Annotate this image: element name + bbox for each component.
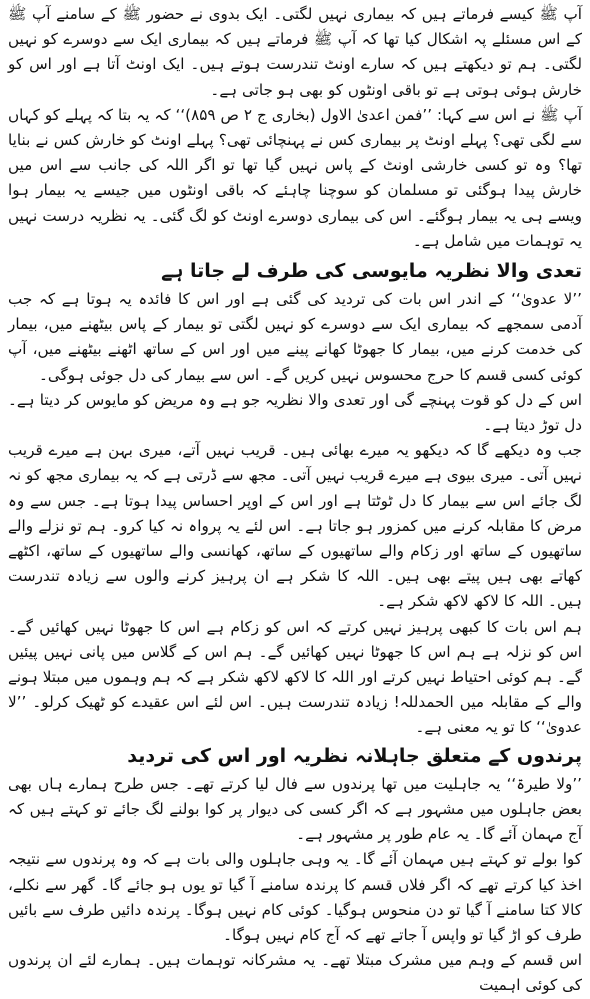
paragraph: اس قسم کے وہم میں مشرک مبتلا تھے۔ یہ مشرکانہ توہمات ہیں۔ ہمارے لئے ان پرندوں کی کوئی اہمیت [8, 951, 582, 995]
paragraph: ہم اس بات کا کبھی پرہیز نہیں کرتے کہ اس کو زکام ہے اس کا جھوٹا نہیں کھائیں گے۔ اس کو نزلہ ہے ہم اس کا جھوٹا نہیں کھائیں گے۔ ہم اس کے گلاس میں پانی نہیں پیئیں گے۔ ہم کوئی احتیاط نہیں کرتے اور اللہ کا لاکھ لاکھ شکر ہے کہ ہم وہموں میں مبتلا ہونے والے کے مقابلہ میں الحمدللہ! زیادہ تندرست ہیں۔ اس لئے اس عقیدے کو ٹھیک کرلو۔ ’’لا عدویٰ‘‘ کا تو یہ معنی ہے۔ [8, 617, 582, 737]
section-contagion-text [8, 2, 582, 254]
paragraph: کوا بولے تو کہتے ہیں مہمان آئے گا۔ یہ وہی جاہلوں والی بات ہے کہ وہ پرندوں سے نتیجہ اخذ کیا کرتے تھے کہ اگر فلاں قسم کا پرندہ سامنے آ گیا تو یوں ہو جائے گا۔ گھر سے نکلے، کالا کتا سامنے آ گیا تو دن منحوس ہوگیا۔ کوئی کام نہیں ہوگا۔ پرندہ دائیں طرف سے بائیں طرف کو اڑ گیا تو واپس آ جاتے تھے کہ آج کام نہیں ہوگا۔ [8, 850, 582, 944]
paragraph: ’’ولا طیرۃ‘‘ یہ جاہلیت میں تھا پرندوں سے فال لیا کرتے تھے۔ جس طرح ہمارے ہاں بھی بعض جاہلوں میں مشہور ہے کہ اگر کسی کی دیوار پر کوا بولنے لگ جائے تو کہتے ہیں کہ آج مہمان آئے گا۔ یہ عام طور پر مشہور ہے۔ [8, 774, 582, 844]
paragraph: اس کے دل کو قوت پہنچے گی اور تعدی والا نظریہ جو ہے وہ مریض کو مایوس کر دیتا ہے۔ دل توڑ دیتا ہے۔ [8, 390, 582, 435]
section-birds-text [8, 772, 582, 999]
paragraph: ’’لا عدویٰ‘‘ کے اندر اس بات کی تردید کی گئی ہے اور اس کا فائدہ یہ ہوتا ہے کہ جب آدمی سمجھے کہ بیماری ایک سے دوسرے کو نہیں لگتی تو بیمار کے پاس بیٹھنے میں، بیمار کی خدمت کرنے میں، بیمار کا جھوٹا کھانے پینے میں اور اس کے ساتھ اٹھنے بیٹھنے میں، آپ کوئی کسی قسم کا حرج محسوس نہیں کریں گے۔ اس سے بیمار کی دل جوئی ہوگی۔ [8, 290, 582, 384]
paragraph: آپ ﷺ کیسے فرماتے ہیں کہ بیماری نہیں لگتی۔ ایک بدوی نے حضور ﷺ کے سامنے آپ ﷺ کے اس مسئلے پہ اشکال کیا تھا کہ آپ ﷺ فرماتے ہیں کہ بیماری ایک سے دوسرے کو نہیں لگتی۔ ہم تو دیکھتے ہیں کہ سارے اونٹ تندرست ہوتے ہیں۔ ایک اونٹ آتا ہے اور اس کو خارش ہوئی ہوتی ہے تو باقی اونٹوں کو بھی ہو جاتی ہے۔ [8, 5, 582, 99]
paragraph: آپ ﷺ نے اس سے کہا: ’’فمن اعدیٰ الاول (بخاری ج ۲ ص ۸۵۹)‘‘ کہ یہ بتا کہ پہلے کو کہاں سے لگی تھی؟ پہلے اونٹ پر بیماری کس نے پہنچائی تھی؟ پہلے اونٹ کو خارش کس نے بنایا تھا؟ وہ تو کسی خارشی اونٹ کے پاس نہیں گیا تھا تو اگر اللہ کی جانب سے اس میں خارش پیدا ہوگئی تو مسلمان کو سوچنا چاہئے کہ باقی اونٹوں میں جیسے یہ بیمار ہوا ویسے ہی یہ بیمار ہوگئے۔ اس کی بیماری دوسرے اونٹ کو لگ گئی۔ یہ نظریہ درست نہیں یہ توہمات میں شامل ہے۔ [8, 105, 582, 250]
section-heading: تعدی والا نظریہ مایوسی کی طرف لے جاتا ہے [161, 260, 582, 283]
paragraph: جب وہ دیکھے گا کہ دیکھو یہ میرے بھائی ہیں۔ قریب نہیں آتے، میری بہن ہے میرے قریب نہیں آتی۔ میری بیوی ہے میرے قریب نہیں آتی۔ مجھ سے ڈرتی ہے کہ یہ بیماری مجھ کو نہ لگ جائے اس سے بیمار کا دل ٹوٹتا ہے اور اس کے اوپر احساس پیدا ہوتا ہے۔ جس سے وہ مرض کا مقابلہ کرنے میں کمزور ہو جاتا ہے۔ اس لئے یہ پرواہ نہ کیا کرو۔ ہم تو نزلے والے ساتھیوں کے ساتھ اور زکام والے ساتھیوں کے ساتھ، کھانسی والے ساتھیوں کے ساتھ، اکٹھے کھاتے بھی ہیں پیتے بھی ہیں۔ اللہ کا شکر ہے ان پرہیز کرنے والوں سے زیادہ تندرست ہیں۔ اللہ کا لاکھ لاکھ شکر ہے۔ [8, 441, 582, 611]
section-heading: پرندوں کے متعلق جاہلانہ نظریہ اور اس کی تردید [127, 744, 582, 767]
section-despair-text [8, 287, 582, 741]
